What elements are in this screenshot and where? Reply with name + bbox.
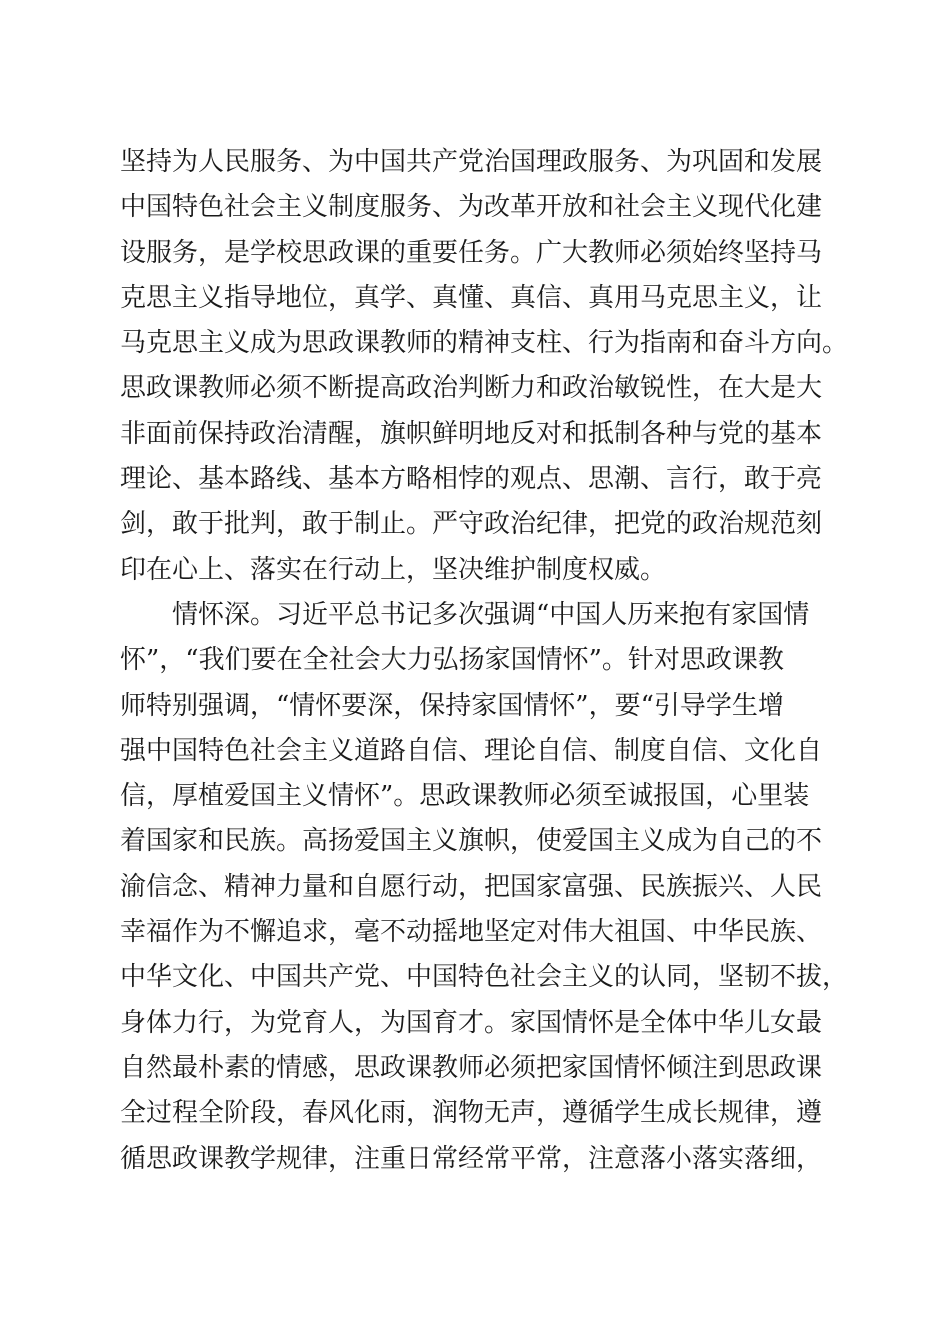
paragraph-political-stance	[120, 140, 849, 593]
text-line: 师特别强调，“情怀要深，保持家国情怀”，要“引导学生增	[120, 690, 784, 721]
text-line: 幸福作为不懈追求，毫不动摇地坚定对伟大祖国、中华民族、	[120, 917, 823, 948]
text-line: 理论、基本路线、基本方略相悖的观点、思潮、言行，敢于亮	[120, 464, 823, 495]
text-line: 自然最朴素的情感，思政课教师必须把家国情怀倾注到思政课	[120, 1052, 823, 1083]
text-line: 中华文化、中国共产党、中国特色社会主义的认同，坚韧不拔，	[120, 962, 849, 993]
text-line: 中国特色社会主义制度服务、为改革开放和社会主义现代化建	[120, 192, 823, 223]
text-line: 怀”，“我们要在全社会大力弘扬家国情怀”。针对思政课教	[120, 645, 784, 676]
body-text	[120, 140, 849, 1182]
text-line: 剑，敢于批判，敢于制止。严守政治纪律，把党的政治规范刻	[120, 509, 823, 540]
paragraph-patriotic-sentiment	[120, 593, 849, 1182]
text-line: 克思主义指导地位，真学、真懂、真信、真用马克思主义，让	[120, 282, 823, 313]
text-line: 思政课教师必须不断提高政治判断力和政治敏锐性，在大是大	[120, 373, 823, 404]
text-line-first: 情怀深。习近平总书记多次强调“中国人历来抱有家国情	[172, 599, 810, 630]
text-line: 信，厚植爱国主义情怀”。思政课教师必须至诚报国，心里装	[120, 781, 810, 812]
text-line: 身体力行，为党育人，为国育才。家国情怀是全体中华儿女最	[120, 1007, 823, 1038]
text-line: 设服务，是学校思政课的重要任务。广大教师必须始终坚持马	[120, 237, 823, 268]
text-line: 全过程全阶段，春风化雨，润物无声，遵循学生成长规律，遵	[120, 1098, 823, 1129]
text-line: 循思政课教学规律，注重日常经常平常，注意落小落实落细，	[120, 1143, 823, 1174]
text-line: 非面前保持政治清醒，旗帜鲜明地反对和抵制各种与党的基本	[120, 418, 823, 449]
text-line: 马克思主义成为思政课教师的精神支柱、行为指南和奋斗方向。	[120, 328, 849, 359]
text-line: 着国家和民族。高扬爱国主义旗帜，使爱国主义成为自己的不	[120, 826, 823, 857]
text-line: 印在心上、落实在行动上，坚决维护制度权威。	[120, 554, 667, 585]
text-line: 强中国特色社会主义道路自信、理论自信、制度自信、文化自	[120, 735, 823, 766]
text-line: 渝信念、精神力量和自愿行动，把国家富强、民族振兴、人民	[120, 871, 823, 902]
text-line: 坚持为人民服务、为中国共产党治国理政服务、为巩固和发展	[120, 147, 823, 177]
